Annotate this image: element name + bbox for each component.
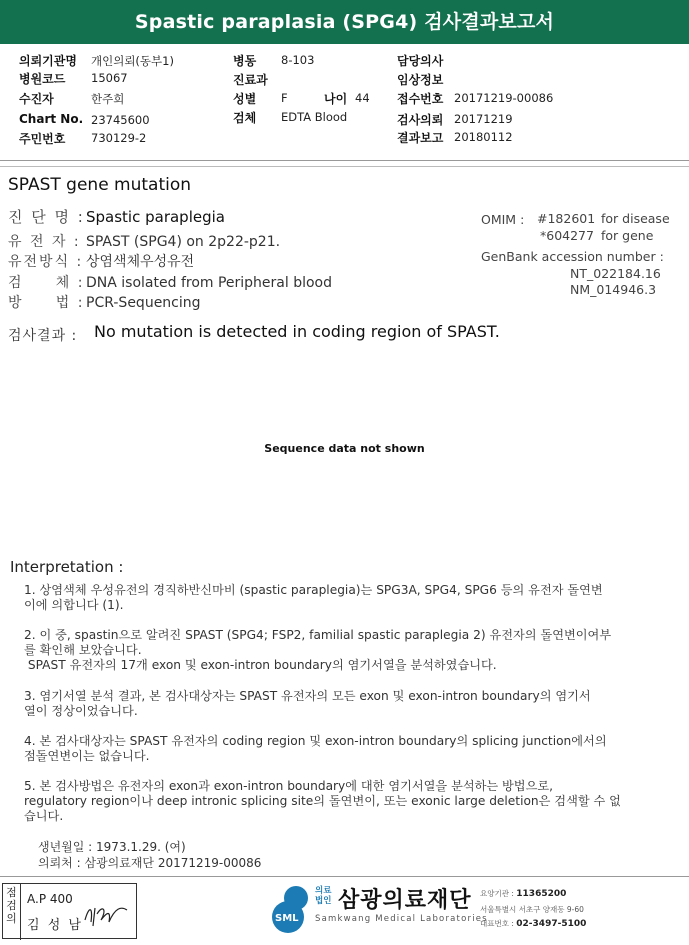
row-value: DNA isolated from Peripheral blood xyxy=(86,275,333,291)
sequence-note: Sequence data not shown xyxy=(264,442,425,455)
info-label: 병원코드 xyxy=(19,72,66,86)
info-value: 한주희 xyxy=(91,92,125,106)
info-label: 담당의사 xyxy=(397,54,444,68)
info-value: 15067 xyxy=(91,71,128,85)
check-char: 검 xyxy=(6,899,17,912)
para-line: 습니다. xyxy=(24,809,64,823)
para-line: 점돌연변이는 없습니다. xyxy=(24,749,150,763)
omim-gene-id: *604277 xyxy=(540,228,594,243)
row-value: SPAST (SPG4) on 2p22-p21. xyxy=(86,234,281,250)
method-row xyxy=(8,292,201,312)
signature-icon xyxy=(81,900,133,930)
row-label: 검 체 : xyxy=(8,275,85,291)
interpretation-paragraph xyxy=(24,689,664,719)
interpretation-paragraph xyxy=(24,734,664,764)
phone xyxy=(480,918,586,929)
org-name: 삼광의료재단 xyxy=(338,888,472,913)
interpretation-paragraph xyxy=(24,583,664,613)
registration xyxy=(480,888,566,899)
para-line: 열이 정상이었습니다. xyxy=(24,704,138,718)
specimen-row xyxy=(8,272,332,292)
doctor-name: 김 성 남 xyxy=(27,918,83,933)
check-char: 의 xyxy=(6,912,17,925)
reg-label: 요양기관 : xyxy=(480,889,514,898)
interpretation-paragraph xyxy=(24,779,664,824)
phone-label: 대표번호 : xyxy=(480,919,514,928)
sml-logo-icon xyxy=(266,884,316,934)
info-label: 검체 xyxy=(233,111,257,125)
row-label: 진 단 명 : xyxy=(8,208,85,226)
check-char: 점 xyxy=(6,886,17,899)
birth-date: 생년월일 : 1973.1.29. (여) xyxy=(38,840,186,854)
omim-disease-id: #182601 xyxy=(537,211,596,226)
info-label: 결과보고 xyxy=(397,131,444,145)
para-line: 4. 본 검사대상자는 SPAST 유전자의 coding region 및 exon-intron boundary의 splicing junction에서의 xyxy=(24,734,607,748)
org-logo xyxy=(266,884,316,938)
divider xyxy=(0,166,689,167)
info-value: F xyxy=(281,91,288,105)
divider xyxy=(0,160,689,161)
info-label: 수진자 xyxy=(19,92,54,106)
section-title: SPAST gene mutation xyxy=(8,175,192,195)
row-value: 상염색체우성유전 xyxy=(86,254,195,270)
info-label: 접수번호 xyxy=(397,92,444,106)
org-type-line: 법인 xyxy=(315,896,332,906)
info-value: 20180112 xyxy=(454,130,513,144)
para-line: SPAST 유전자의 17개 exon 및 exon-intron boundary의 염기서열을 분석하였습니다. xyxy=(24,658,497,672)
org-type xyxy=(315,886,335,906)
info-value: 23745600 xyxy=(91,113,150,127)
org-type-line: 의료 xyxy=(315,886,332,896)
info-label: 나이 xyxy=(324,92,348,106)
interpretation-title: Interpretation : xyxy=(10,558,124,576)
para-line: 3. 염기서열 분석 결과, 본 검사대상자는 SPAST 유전자의 모든 exon 및 exon-intron boundary의 염기서 xyxy=(24,689,591,703)
info-value: 20171219 xyxy=(454,112,513,126)
omim-gene-note: for gene xyxy=(601,228,654,243)
info-value: 730129-2 xyxy=(91,131,147,145)
report-title: Spastic paraplasia (SPG4) 검사결과보고서 xyxy=(0,0,689,44)
referrer: 의뢰처 : 삼광의료재단 20171219-00086 xyxy=(38,856,262,870)
para-line: 이에 의합니다 (1). xyxy=(24,598,124,612)
info-value: 20171219-00086 xyxy=(454,91,554,105)
row-value: Spastic paraplegia xyxy=(86,208,225,226)
phone-number: 02-3497-5100 xyxy=(516,919,587,929)
info-label: 병동 xyxy=(233,54,257,68)
info-label: 성별 xyxy=(233,92,257,106)
inheritance-row xyxy=(8,251,194,271)
para-line: 2. 이 중, spastin으로 알려진 SPAST (SPG4; FSP2, familial spastic paraplegia 2) 유전자의 돌연변이여부 xyxy=(24,628,612,642)
org-english-name: Samkwang Medical Laboratories xyxy=(315,914,488,924)
info-label: 검사의뢰 xyxy=(397,113,444,127)
omim-label: OMIM : xyxy=(481,212,525,227)
ap-number: A.P 400 xyxy=(27,892,73,906)
info-value: 개인의뢰(동부1) xyxy=(91,54,174,68)
row-label: 유전방식 : xyxy=(8,254,84,270)
genbank-nm: NM_014946.3 xyxy=(570,282,657,297)
result-label: 검사결과 : xyxy=(8,328,78,344)
para-line: 5. 본 검사방법은 유전자의 exon과 exon-intron boundary에 대한 염기서열을 분석하는 방법으로, xyxy=(24,779,553,793)
reg-number: 11365200 xyxy=(516,889,567,899)
info-label: 임상정보 xyxy=(397,73,444,87)
omim-disease-note: for disease xyxy=(601,211,670,226)
info-value: EDTA Blood xyxy=(281,110,348,124)
row-value: PCR-Sequencing xyxy=(86,295,201,311)
genbank-nt: NT_022184.16 xyxy=(570,266,661,281)
logo-text: SML xyxy=(275,913,299,924)
footer-divider xyxy=(0,876,689,877)
gene-row xyxy=(8,231,280,251)
para-line: 1. 상염색체 우성유전의 경직하반신마비 (spastic paraplegia)는 SPG3A, SPG4, SPG6 등의 유전자 돌연변 xyxy=(24,583,603,597)
info-label: 의뢰기관명 xyxy=(19,54,77,68)
result-value: No mutation is detected in coding region of SPAST. xyxy=(94,322,500,341)
info-value: 8-103 xyxy=(281,53,315,67)
info-value: 44 xyxy=(355,91,370,105)
info-label: 주민번호 xyxy=(19,132,66,146)
genbank-label: GenBank accession number : xyxy=(481,249,664,264)
row-label: 유 전 자 : xyxy=(8,234,81,250)
info-label: Chart No. xyxy=(19,112,84,126)
info-label: 진료과 xyxy=(233,73,268,87)
signature-box xyxy=(2,883,137,939)
para-line: 를 확인해 보았습니다. xyxy=(24,643,142,657)
para-line: regulatory region이나 deep intronic splicing site의 돌연변이, 또는 exonic large deletion은 검색할 수 없 xyxy=(24,794,621,808)
check-label xyxy=(3,884,21,940)
diagnosis-row xyxy=(8,206,225,227)
interpretation-paragraph xyxy=(24,628,664,673)
patient-info xyxy=(0,52,689,156)
row-label: 방 법 : xyxy=(8,295,85,311)
address: 서울특별시 서초구 양재동 9-60 xyxy=(480,905,584,914)
